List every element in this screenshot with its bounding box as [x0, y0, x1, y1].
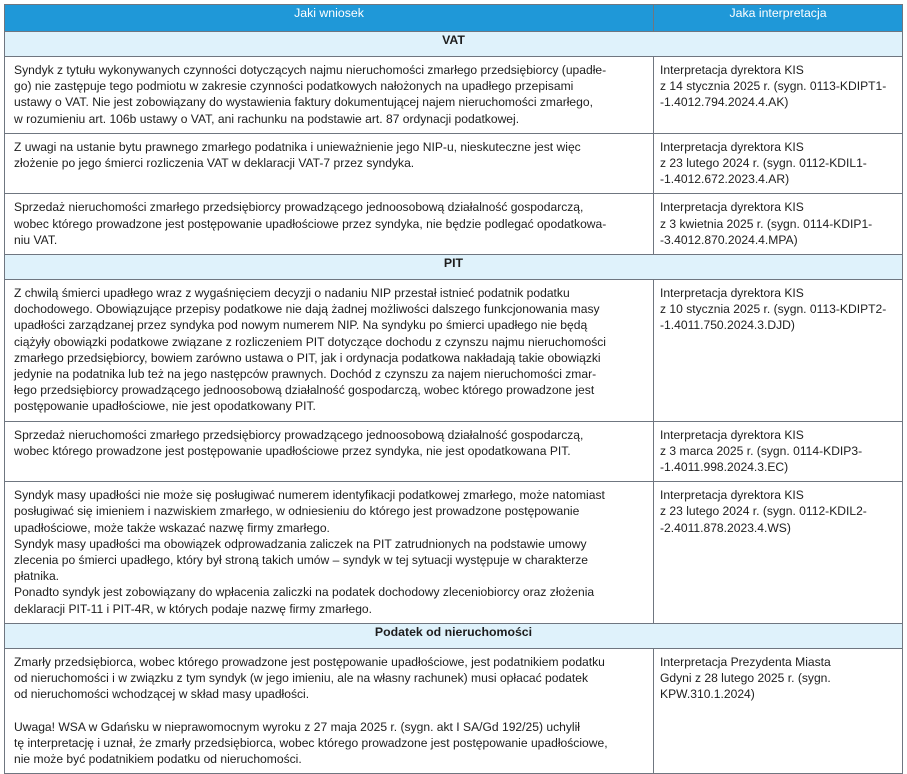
- request-cell: [5, 482, 654, 624]
- section-title: Podatek od nieruchomości: [5, 624, 902, 649]
- interp-line: z 23 lutego 2024 r. (sygn. 0112-KDIL2-: [660, 504, 867, 519]
- interpretation-cell: [654, 649, 902, 773]
- text-line: Sprzedaż nieruchomości zmarłego przedsiębiorcy prowadzącego jednoosobową działalność gospodarczą,: [14, 200, 584, 215]
- table-row: [5, 649, 902, 773]
- interpretation-cell: [654, 134, 902, 195]
- interp-line: Interpretacja dyrektora KIS: [660, 139, 804, 154]
- text-line: Syndyk masy upadłości ma obowiązek odprowadzania zaliczek na PIT zatrudnionych na podstawie umowy: [14, 536, 587, 551]
- text-line: Z chwilą śmierci upadłego wraz z wygaśnięciem decyzji o nadaniu NIP przestał istnieć podatnik podatku: [14, 286, 570, 301]
- interp-line: -2.4011.878.2023.4.WS): [660, 520, 791, 535]
- text-line: ciążyły obowiązki podatkowe związane z rozliczeniem PIT dotyczące dochodu z czynszu najmu nieruchomości: [14, 334, 606, 349]
- table-row: [5, 482, 902, 624]
- text-line: deklaracji PIT-11 i PIT-4R, w których podaje nazwę firmy zmarłego.: [14, 601, 373, 616]
- text-line: ustawy o VAT. Nie jest zobowiązany do wystawienia faktury dokumentującej najem nieruchomości zmarłego,: [14, 95, 593, 110]
- interp-line: Gdyni z 28 lutego 2025 r. (sygn.: [660, 671, 831, 686]
- text-line: zlecenia po śmierci upadłego, który był stroną takich umów – syndyk w tej sytuacji występuje w charakterze: [14, 553, 589, 568]
- interp-line: KPW.310.1.2024): [660, 687, 755, 702]
- interp-line: -1.4012.672.2023.4.AR): [660, 172, 790, 187]
- text-line: dochodowego. Obowiązujące przepisy podatkowe nie dają żadnej możliwości dalszego funkcjonowania masy: [14, 302, 600, 317]
- interp-line: Interpretacja dyrektora KIS: [660, 286, 804, 301]
- text-line: łego przedsiębiorcy prowadzącego jednoosobową działalność gospodarczą, wobec którego prowadzone jest: [14, 383, 595, 398]
- warning-line: nie może być podatnikiem podatku od nieruchomości.: [14, 751, 302, 766]
- interp-line: Interpretacja dyrektora KIS: [660, 427, 804, 442]
- interpretation-cell: [654, 482, 902, 624]
- interp-line: z 14 stycznia 2025 r. (sygn. 0113-KDIPT1-: [660, 79, 887, 94]
- text-line: niu VAT.: [14, 232, 58, 247]
- interpretation-cell: [654, 57, 902, 134]
- text-line: płatnika.: [14, 569, 60, 584]
- table-row: [5, 194, 902, 255]
- text-line: Syndyk z tytułu wykonywanych czynności dotyczących najmu nieruchomości zmarłego przedsiębiorcy (upadłe-: [14, 63, 607, 77]
- warning-line: tę interpretację i uznał, że zmarły przedsiębiorca, wobec którego prowadzone jest postępowanie upadłościowe,: [14, 735, 608, 750]
- interp-line: Interpretacja dyrektora KIS: [660, 200, 804, 215]
- section-row-pit: [5, 255, 902, 280]
- section-row-vat: [5, 32, 902, 57]
- request-cell: [5, 194, 654, 255]
- text-line: wobec którego prowadzone jest postępowanie upadłościowe przez syndyka, nie jest opodatkowana PIT.: [14, 443, 571, 458]
- request-cell: [5, 280, 654, 422]
- table-row: [5, 280, 902, 422]
- header-col-interpretation: Jaka interpretacja: [654, 5, 902, 32]
- request-cell: [5, 134, 654, 195]
- text-line: postępowanie upadłościowe, nie jest opodatkowany PIT.: [14, 399, 316, 414]
- header-col-request: Jaki wniosek: [5, 5, 654, 32]
- interp-line: -1.4011.750.2024.3.DJD): [660, 318, 795, 333]
- text-line: złożenie po jego śmierci rozliczenia VAT w deklaracji VAT-7 przez syndyka.: [14, 156, 415, 171]
- text-line: od nieruchomości i w związku z tym syndyk (w jego imieniu, ale na własny rachunek) musi opłacać podatek: [14, 671, 589, 686]
- table-row: [5, 57, 902, 134]
- interp-line: Interpretacja dyrektora KIS: [660, 488, 804, 503]
- table-header-row: [5, 5, 902, 32]
- text-line: Ponadto syndyk jest zobowiązany do wpłacenia zaliczki na podatek dochodowy zleceniobiorcy oraz złożenia: [14, 585, 595, 600]
- interpretation-cell: [654, 422, 902, 483]
- table-row: [5, 422, 902, 483]
- text-line: posługiwać się imieniem i nazwiskiem zmarłego, w odniesieniu do którego jest prowadzone postępowanie: [14, 504, 580, 519]
- interp-line: Interpretacja Prezydenta Miasta: [660, 654, 831, 669]
- interp-line: z 3 marca 2025 r. (sygn. 0114-KDIP3-: [660, 443, 863, 458]
- section-row-property-tax: [5, 624, 902, 649]
- table-row: [5, 134, 902, 195]
- text-line: upadłości zarządzanej przez syndyka pod nowym numerem NIP. Na syndyku po śmierci upadłego nie będą: [14, 318, 588, 333]
- interp-line: z 10 stycznia 2025 r. (sygn. 0113-KDIPT2-: [660, 302, 887, 317]
- text-line: jedynie na podatnika lub też na jego następców prawnych. Dochód z czynszu za najem nieruchomości zmar-: [14, 367, 597, 382]
- interp-line: z 23 lutego 2024 r. (sygn. 0112-KDIL1-: [660, 156, 867, 171]
- request-cell: [5, 422, 654, 483]
- text-line: Zmarły przedsiębiorca, wobec którego prowadzone jest postępowanie upadłościowe, jest podatnikiem podatku: [14, 654, 605, 669]
- text-line: upadłościowe, może także wskazać nazwę firmy zmarłego.: [14, 520, 330, 535]
- text-line: zmarłego przedsiębiorcy, bowiem zarówno ustawa o PIT, jak i ordynacja podatkowa nakładają takie obowiązki: [14, 350, 601, 365]
- request-cell: [5, 57, 654, 134]
- text-line: wobec którego prowadzone jest postępowanie upadłościowe przez syndyka, nie będzie podlegać opodatkowa-: [14, 216, 607, 231]
- interpretations-table: [4, 4, 903, 774]
- interp-line: -1.4011.998.2024.3.EC): [660, 460, 789, 475]
- interp-line: -1.4012.794.2024.4.AK): [660, 95, 789, 110]
- interp-line: Interpretacja dyrektora KIS: [660, 63, 804, 77]
- interp-line: z 3 kwietnia 2025 r. (sygn. 0114-KDIP1-: [660, 216, 873, 231]
- text-line: Sprzedaż nieruchomości zmarłego przedsiębiorcy prowadzącego jednoosobową działalność gospodarczą,: [14, 427, 584, 442]
- interpretation-cell: [654, 194, 902, 255]
- warning-line: Uwaga! WSA w Gdańsku w nieprawomocnym wyroku z 27 maja 2025 r. (sygn. akt I SA/Gd 192/25) uchylił: [14, 719, 580, 734]
- text-line: go) nie zastępuje tego podmiotu w zakresie czynności podatkowych nałożonych na upadłego przepisami: [14, 79, 574, 94]
- interpretation-cell: [654, 280, 902, 422]
- interp-line: -3.4012.870.2024.4.MPA): [660, 232, 798, 247]
- section-title: VAT: [5, 32, 902, 57]
- text-line: Syndyk masy upadłości nie może się posługiwać numerem identyfikacji podatkowej zmarłego, może natomiast: [14, 488, 605, 503]
- text-line: od nieruchomości wchodzącej w skład masy upadłości.: [14, 687, 310, 702]
- text-line: w rozumieniu art. 106b ustawy o VAT, ani rachunku na podstawie art. 87 ordynacji podatkowej.: [14, 111, 520, 126]
- request-cell: [5, 649, 654, 773]
- section-title: PIT: [5, 255, 902, 280]
- text-line: Z uwagi na ustanie bytu prawnego zmarłego podatnika i unieważnienie jego NIP-u, nieskuteczne jest więc: [14, 139, 581, 154]
